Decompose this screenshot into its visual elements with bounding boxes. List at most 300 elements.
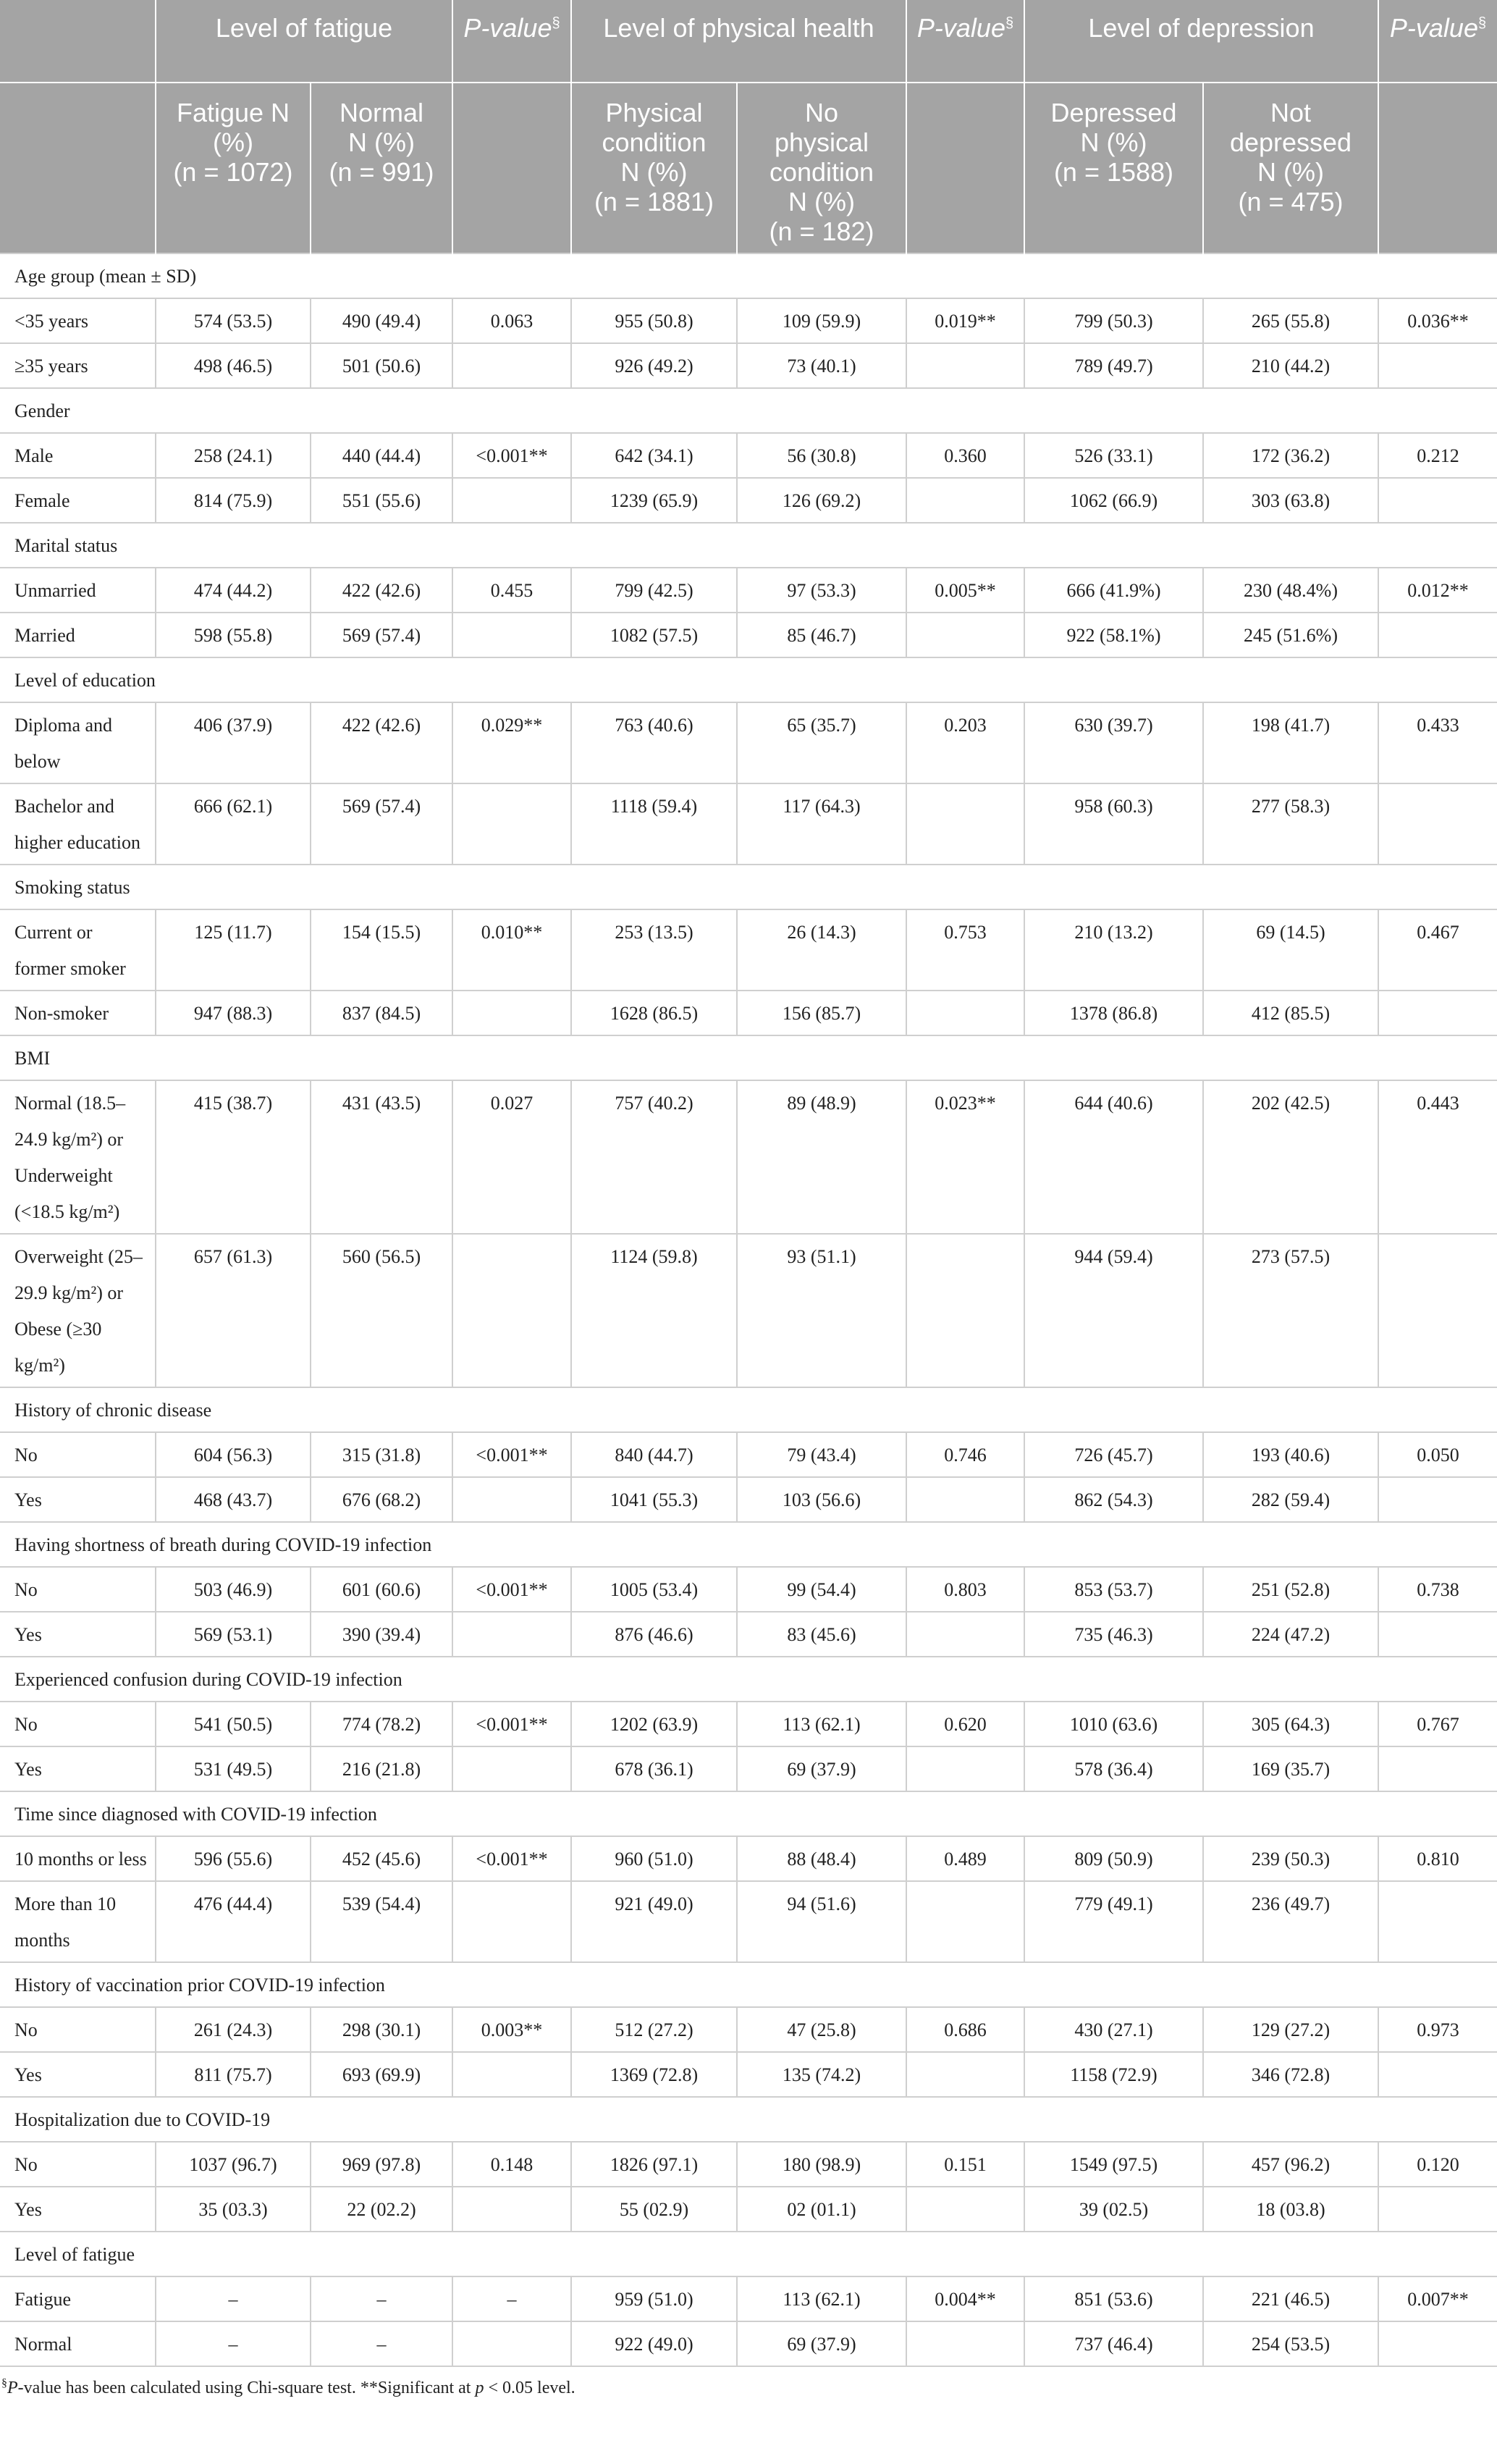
footnote-text2: < 0.05 level. (484, 2379, 575, 2397)
section-row (0, 1962, 1497, 2007)
table-row (0, 2187, 1497, 2232)
section-title: Age group (mean ± SD) (0, 253, 1497, 298)
table-cell: 1369 (72.8) (571, 2052, 737, 2097)
table-cell: 258 (24.1) (156, 433, 311, 478)
table-cell: <0.001** (452, 1432, 571, 1477)
row-label: Overweight (25–29.9 kg/m²) or Obese (≥30 kg/m²) (0, 1234, 156, 1387)
row-label: No (0, 2007, 156, 2052)
table-cell: 541 (50.5) (156, 1702, 311, 1746)
table-cell: 0.753 (906, 909, 1024, 991)
table-cell (1378, 478, 1497, 523)
header-p-value-fatigue (452, 0, 571, 83)
header-p-value-depression (1378, 0, 1497, 83)
table-cell: 0.738 (1378, 1567, 1497, 1612)
table-cell: 814 (75.9) (156, 478, 311, 523)
table-cell: 210 (44.2) (1203, 343, 1378, 388)
table-cell (906, 613, 1024, 657)
table-cell: 0.455 (452, 568, 571, 613)
table-cell: 1549 (97.5) (1024, 2142, 1203, 2187)
row-label: Yes (0, 2052, 156, 2097)
table-cell: 113 (62.1) (737, 2276, 906, 2321)
row-label: Bachelor and higher education (0, 783, 156, 865)
table-cell: 254 (53.5) (1203, 2321, 1378, 2366)
table-cell: 560 (56.5) (311, 1234, 452, 1387)
table-cell: 512 (27.2) (571, 2007, 737, 2052)
table-cell: 277 (58.3) (1203, 783, 1378, 865)
table-cell: 0.803 (906, 1567, 1024, 1612)
subheader-line: condition (769, 157, 874, 187)
table-cell (452, 2321, 571, 2366)
table-row (0, 2142, 1497, 2187)
table-cell: 1826 (97.1) (571, 2142, 737, 2187)
table-body (0, 253, 1497, 2366)
table-cell: 154 (15.5) (311, 909, 452, 991)
table-cell: 129 (27.2) (1203, 2007, 1378, 2052)
table-cell: 169 (35.7) (1203, 1746, 1378, 1791)
header-level-of-physical-health (571, 0, 906, 83)
table-cell (452, 343, 571, 388)
table-row (0, 1746, 1497, 1791)
subheader-line: Depressed (1050, 98, 1177, 127)
table-cell: 0.120 (1378, 2142, 1497, 2187)
table-cell (906, 1612, 1024, 1657)
table-cell: 642 (34.1) (571, 433, 737, 478)
row-label: <35 years (0, 298, 156, 343)
table-cell: 1005 (53.4) (571, 1567, 737, 1612)
header-group-label: P-value (1389, 13, 1478, 43)
row-label: Normal (18.5–24.9 kg/m²) or Underweight (<18.5 kg/m²) (0, 1080, 156, 1234)
table-cell: 837 (84.5) (311, 991, 452, 1035)
table-cell: 65 (35.7) (737, 702, 906, 783)
table-cell: 498 (46.5) (156, 343, 311, 388)
footnote-p: P (7, 2379, 18, 2397)
table-cell (1378, 1612, 1497, 1657)
header-sup: § (1477, 15, 1487, 31)
table-cell (452, 1746, 571, 1791)
row-label: Diploma and below (0, 702, 156, 783)
table-cell: 125 (11.7) (156, 909, 311, 991)
table-cell: 97 (53.3) (737, 568, 906, 613)
table-cell: 926 (49.2) (571, 343, 737, 388)
table-cell: 0.433 (1378, 702, 1497, 783)
section-title: Smoking status (0, 865, 1497, 909)
table-cell: 02 (01.1) (737, 2187, 906, 2232)
table-row (0, 2052, 1497, 2097)
table-cell: 0.151 (906, 2142, 1024, 2187)
table-row (0, 1477, 1497, 1522)
table-cell (906, 1746, 1024, 1791)
header-sup: § (1005, 15, 1014, 31)
footnote-p2: p (475, 2379, 484, 2397)
table-cell: 69 (14.5) (1203, 909, 1378, 991)
table-cell: 422 (42.6) (311, 702, 452, 783)
table-cell: 0.003** (452, 2007, 571, 2052)
table-cell (906, 783, 1024, 865)
table-cell (1378, 1746, 1497, 1791)
section-row (0, 2097, 1497, 2142)
table-cell: 0.620 (906, 1702, 1024, 1746)
table-cell: – (452, 2276, 571, 2321)
subheader-fatigue (156, 83, 311, 253)
table-cell: 202 (42.5) (1203, 1080, 1378, 1234)
table-row (0, 2321, 1497, 2366)
table-cell: 79 (43.4) (737, 1432, 906, 1477)
table-cell (906, 478, 1024, 523)
table-cell: <0.001** (452, 433, 571, 478)
table-cell: 93 (51.1) (737, 1234, 906, 1387)
table-cell: 73 (40.1) (737, 343, 906, 388)
table-cell: 0.489 (906, 1836, 1024, 1881)
table-cell: 0.029** (452, 702, 571, 783)
table-cell: <0.001** (452, 1702, 571, 1746)
section-row (0, 1387, 1497, 1432)
table-cell: 958 (60.3) (1024, 783, 1203, 865)
table-cell: 799 (42.5) (571, 568, 737, 613)
table-cell: 1202 (63.9) (571, 1702, 737, 1746)
table-cell: – (311, 2276, 452, 2321)
table-cell: 0.212 (1378, 433, 1497, 478)
section-row (0, 865, 1497, 909)
section-row (0, 523, 1497, 568)
table-cell: 0.005** (906, 568, 1024, 613)
subheader-not-depressed (1203, 83, 1378, 253)
table-cell: 944 (59.4) (1024, 1234, 1203, 1387)
header-group-label: Level of fatigue (215, 13, 393, 43)
section-title: Marital status (0, 523, 1497, 568)
table-cell: 922 (58.1%) (1024, 613, 1203, 657)
table-cell: 657 (61.3) (156, 1234, 311, 1387)
table-cell: 726 (45.7) (1024, 1432, 1203, 1477)
table-cell: 676 (68.2) (311, 1477, 452, 1522)
subheader-line: N (%) (1257, 157, 1324, 187)
table-cell: 0.467 (1378, 909, 1497, 991)
row-label: More than 10 months (0, 1881, 156, 1962)
table-cell: 26 (14.3) (737, 909, 906, 991)
table-cell: 811 (75.7) (156, 2052, 311, 2097)
table-cell: 468 (43.7) (156, 1477, 311, 1522)
section-row (0, 1657, 1497, 1702)
subheader-blank-p3 (1378, 83, 1497, 253)
table-cell: 1062 (66.9) (1024, 478, 1203, 523)
table-cell: 117 (64.3) (737, 783, 906, 865)
row-label: Non-smoker (0, 991, 156, 1035)
table-row (0, 433, 1497, 478)
table-cell: 947 (88.3) (156, 991, 311, 1035)
table-cell: 88 (48.4) (737, 1836, 906, 1881)
table-cell (452, 783, 571, 865)
table-cell: 22 (02.2) (311, 2187, 452, 2232)
row-label: Fatigue (0, 2276, 156, 2321)
table-cell: 1124 (59.8) (571, 1234, 737, 1387)
subheader-normal (311, 83, 452, 253)
table-row (0, 1836, 1497, 1881)
table-cell: 0.023** (906, 1080, 1024, 1234)
subheader-n: (n = 991) (329, 157, 434, 187)
table-cell: 452 (45.6) (311, 1836, 452, 1881)
header-group-label: Level of depression (1088, 13, 1315, 43)
table-cell: 490 (49.4) (311, 298, 452, 343)
table-cell: 596 (55.6) (156, 1836, 311, 1881)
subheader-line: Physical (605, 98, 703, 127)
table-cell: 569 (53.1) (156, 1612, 311, 1657)
table-cell: 0.019** (906, 298, 1024, 343)
row-label: Female (0, 478, 156, 523)
table-cell: 876 (46.6) (571, 1612, 737, 1657)
footnote-sup: § (1, 2377, 7, 2389)
table-cell: 474 (44.2) (156, 568, 311, 613)
subheader-line: N (%) (788, 187, 855, 216)
section-title: Time since diagnosed with COVID-19 infection (0, 1791, 1497, 1836)
table-cell: 135 (74.2) (737, 2052, 906, 2097)
table-cell (452, 991, 571, 1035)
table-cell: 251 (52.8) (1203, 1567, 1378, 1612)
table-cell: 1628 (86.5) (571, 991, 737, 1035)
section-title: Hospitalization due to COVID-19 (0, 2097, 1497, 2142)
table-cell (1378, 991, 1497, 1035)
subheader-line: Normal (339, 98, 423, 127)
section-title: Level of education (0, 657, 1497, 702)
table-cell: 230 (48.4%) (1203, 568, 1378, 613)
subheader-line: condition (602, 127, 707, 157)
table-cell: 959 (51.0) (571, 2276, 737, 2321)
table-cell: 862 (54.3) (1024, 1477, 1203, 1522)
row-label: No (0, 2142, 156, 2187)
table-cell: 809 (50.9) (1024, 1836, 1203, 1881)
subheader-n: (n = 1072) (173, 157, 293, 187)
table-cell: 1082 (57.5) (571, 613, 737, 657)
table-cell (452, 613, 571, 657)
row-label: Yes (0, 1477, 156, 1522)
subheader-line: physical (774, 127, 869, 157)
row-label: Yes (0, 1746, 156, 1791)
table-cell: 224 (47.2) (1203, 1612, 1378, 1657)
table-cell: 99 (54.4) (737, 1567, 906, 1612)
table-cell: 853 (53.7) (1024, 1567, 1203, 1612)
table-cell: 0.010** (452, 909, 571, 991)
row-label: No (0, 1432, 156, 1477)
table-cell: 216 (21.8) (311, 1746, 452, 1791)
table-cell (452, 1612, 571, 1657)
table-row (0, 1234, 1497, 1387)
table-cell: 298 (30.1) (311, 2007, 452, 2052)
table-cell: 55 (02.9) (571, 2187, 737, 2232)
header-group-label: P-value (463, 13, 552, 43)
table-cell: 779 (49.1) (1024, 1881, 1203, 1962)
table-cell: 35 (03.3) (156, 2187, 311, 2232)
table-cell: 1041 (55.3) (571, 1477, 737, 1522)
table-cell (1378, 343, 1497, 388)
table-cell (906, 2321, 1024, 2366)
table-cell: 113 (62.1) (737, 1702, 906, 1746)
table-cell (452, 2187, 571, 2232)
table-cell: 531 (49.5) (156, 1746, 311, 1791)
table-cell: 430 (27.1) (1024, 2007, 1203, 2052)
subheader-line: N (%) (348, 127, 415, 157)
table-cell: 601 (60.6) (311, 1567, 452, 1612)
table-cell: 0.027 (452, 1080, 571, 1234)
table-cell: 0.004** (906, 2276, 1024, 2321)
table-cell: 1378 (86.8) (1024, 991, 1203, 1035)
subheader-blank-p1 (452, 83, 571, 253)
table-cell: 757 (40.2) (571, 1080, 737, 1234)
row-label: Yes (0, 1612, 156, 1657)
table-cell: 0.767 (1378, 1702, 1497, 1746)
table-cell: 180 (98.9) (737, 2142, 906, 2187)
section-title: Level of fatigue (0, 2232, 1497, 2276)
table-cell: 1010 (63.6) (1024, 1702, 1203, 1746)
table-row (0, 909, 1497, 991)
table-cell: 0.686 (906, 2007, 1024, 2052)
table-cell: 69 (37.9) (737, 2321, 906, 2366)
table-row (0, 1881, 1497, 1962)
table-cell (906, 2052, 1024, 2097)
table-cell: 0.007** (1378, 2276, 1497, 2321)
table-cell: 156 (85.7) (737, 991, 906, 1035)
section-row (0, 1791, 1497, 1836)
table-cell: 265 (55.8) (1203, 298, 1378, 343)
table-cell: 840 (44.7) (571, 1432, 737, 1477)
table-cell: 83 (45.6) (737, 1612, 906, 1657)
subheader-n: (n = 475) (1238, 187, 1344, 216)
table-cell: 763 (40.6) (571, 702, 737, 783)
table-cell: 261 (24.3) (156, 2007, 311, 2052)
table-cell: 598 (55.8) (156, 613, 311, 657)
table-cell: 0.148 (452, 2142, 571, 2187)
table-cell: 39 (02.5) (1024, 2187, 1203, 2232)
table-cell: 1118 (59.4) (571, 783, 737, 865)
row-label: 10 months or less (0, 1836, 156, 1881)
table-cell: – (156, 2276, 311, 2321)
table-cell: 569 (57.4) (311, 783, 452, 865)
row-label: Current or former smoker (0, 909, 156, 991)
table-cell: 604 (56.3) (156, 1432, 311, 1477)
table-cell: 172 (36.2) (1203, 433, 1378, 478)
subheader-n: (n = 1588) (1053, 157, 1174, 187)
subheader-n: (n = 182) (769, 216, 874, 246)
table-cell (1378, 1234, 1497, 1387)
table-cell (1378, 2052, 1497, 2097)
table-cell: 644 (40.6) (1024, 1080, 1203, 1234)
header-group-label: Level of physical health (603, 13, 874, 43)
header-level-of-fatigue (156, 0, 452, 83)
table-cell: 921 (49.0) (571, 1881, 737, 1962)
table-row (0, 1080, 1497, 1234)
table-cell (906, 343, 1024, 388)
table-cell: 1158 (72.9) (1024, 2052, 1203, 2097)
table-cell: 346 (72.8) (1203, 2052, 1378, 2097)
table-cell: 305 (64.3) (1203, 1702, 1378, 1746)
table-row (0, 478, 1497, 523)
table-cell: 0.012** (1378, 568, 1497, 613)
section-row (0, 388, 1497, 433)
table-row (0, 783, 1497, 865)
table-row (0, 1702, 1497, 1746)
table-cell: 476 (44.4) (156, 1881, 311, 1962)
header-p-value-physical (906, 0, 1024, 83)
table-cell: 406 (37.9) (156, 702, 311, 783)
table-cell: 569 (57.4) (311, 613, 452, 657)
row-label: Yes (0, 2187, 156, 2232)
table-cell: 253 (13.5) (571, 909, 737, 991)
table-cell: 789 (49.7) (1024, 343, 1203, 388)
table-cell: 0.360 (906, 433, 1024, 478)
table-row (0, 1567, 1497, 1612)
table-cell: 551 (55.6) (311, 478, 452, 523)
table-cell: 303 (63.8) (1203, 478, 1378, 523)
row-label: Male (0, 433, 156, 478)
table-cell: 198 (41.7) (1203, 702, 1378, 783)
table-row (0, 298, 1497, 343)
table-row (0, 702, 1497, 783)
table-cell: – (156, 2321, 311, 2366)
section-title: Having shortness of breath during COVID-19 infection (0, 1522, 1497, 1567)
subheader-n: (n = 1881) (594, 187, 714, 216)
table-cell: 422 (42.6) (311, 568, 452, 613)
row-label: No (0, 1567, 156, 1612)
table-cell: 666 (41.9%) (1024, 568, 1203, 613)
table-cell (1378, 613, 1497, 657)
row-label: Normal (0, 2321, 156, 2366)
table-cell (452, 1477, 571, 1522)
table-cell: 0.973 (1378, 2007, 1497, 2052)
table-cell: 503 (46.9) (156, 1567, 311, 1612)
row-label: Married (0, 613, 156, 657)
table-cell: 774 (78.2) (311, 1702, 452, 1746)
section-row (0, 253, 1497, 298)
header-sup: § (552, 15, 560, 31)
table-cell: 1037 (96.7) (156, 2142, 311, 2187)
table-cell (906, 2187, 1024, 2232)
table-cell (1378, 2187, 1497, 2232)
table-cell: 630 (39.7) (1024, 702, 1203, 783)
table-cell (452, 1881, 571, 1962)
table-cell: 0.810 (1378, 1836, 1497, 1881)
table-row (0, 568, 1497, 613)
table-cell: 221 (46.5) (1203, 2276, 1378, 2321)
table-footnote (0, 2367, 1497, 2399)
table-cell: 735 (46.3) (1024, 1612, 1203, 1657)
table-cell: 0.443 (1378, 1080, 1497, 1234)
table-cell (1378, 1881, 1497, 1962)
table-cell: 210 (13.2) (1024, 909, 1203, 991)
table-cell: 94 (51.6) (737, 1881, 906, 1962)
subheader-line: N (%) (620, 157, 688, 187)
section-title: Gender (0, 388, 1497, 433)
table-cell: 0.050 (1378, 1432, 1497, 1477)
table-cell: 737 (46.4) (1024, 2321, 1203, 2366)
table-cell: 56 (30.8) (737, 433, 906, 478)
table-cell: 501 (50.6) (311, 343, 452, 388)
table-cell: 0.036** (1378, 298, 1497, 343)
table-cell: 1239 (65.9) (571, 478, 737, 523)
table-cell: 273 (57.5) (1203, 1234, 1378, 1387)
table-cell (906, 1234, 1024, 1387)
table-row (0, 1612, 1497, 1657)
table-cell (452, 1234, 571, 1387)
table-cell: 282 (59.4) (1203, 1477, 1378, 1522)
table-cell: 578 (36.4) (1024, 1746, 1203, 1791)
table-row (0, 991, 1497, 1035)
table-cell: 526 (33.1) (1024, 433, 1203, 478)
subheader-line: depressed (1229, 127, 1352, 157)
table-cell: 666 (62.1) (156, 783, 311, 865)
table-cell: 236 (49.7) (1203, 1881, 1378, 1962)
section-title: History of chronic disease (0, 1387, 1497, 1432)
section-title: History of vaccination prior COVID-19 infection (0, 1962, 1497, 2007)
table-cell: 799 (50.3) (1024, 298, 1203, 343)
table-cell: 390 (39.4) (311, 1612, 452, 1657)
table-cell: 69 (37.9) (737, 1746, 906, 1791)
